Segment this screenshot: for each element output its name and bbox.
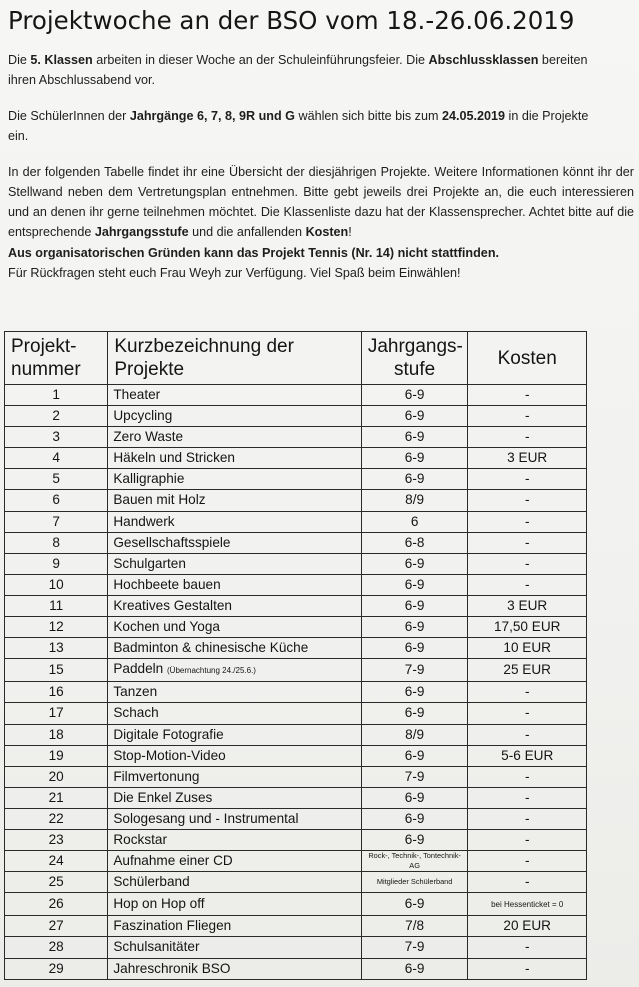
table-row: [5, 851, 587, 872]
project-name: Digitale Fotografie: [113, 726, 224, 742]
cell-kosten: -: [468, 829, 587, 850]
cell-kosten: -: [468, 808, 587, 829]
cell-projektnummer: 6: [5, 490, 108, 511]
project-name: Kochen und Yoga: [113, 619, 220, 635]
cell-kosten: -: [468, 851, 587, 872]
table-row: [5, 724, 587, 745]
cell-jahrgangsstufe: 6-9: [361, 427, 468, 448]
intro-text: In der folgenden Tabelle findet ihr eine Übersicht der diesjährigen Projekte. Weitere Informationen könnt ihr der Stellwand neben dem Vertretungsplan entnehmen. Bitte gebt jeweils drei Projekte an, die euch interessieren und an denen ihr gerne teilnehmen möchtet. Die Klassenliste dazu hat der Klassensprecher. Achtet bitte auf die entsprechende: [8, 165, 634, 239]
table-row: [5, 574, 587, 595]
cell-jahrgangsstufe: 6-9: [361, 617, 468, 638]
cell-projektnummer: 27: [5, 916, 108, 937]
project-name: Filmvertonung: [113, 768, 200, 784]
cell-kosten: -: [468, 532, 587, 553]
cell-jahrgangsstufe: 7-9: [361, 659, 468, 682]
cell-kosten: -: [468, 766, 587, 787]
cell-projektnummer: 25: [5, 872, 108, 893]
cell-kosten: 25 EUR: [468, 659, 587, 682]
cell-kosten: -: [468, 490, 587, 511]
table-row: [5, 872, 587, 893]
cell-projektnummer: 2: [5, 406, 108, 427]
kosten-note: bei Hessenticket = 0: [491, 900, 564, 910]
cell-kurzbezeichnung: [108, 638, 361, 659]
cell-kosten: 3 EUR: [468, 448, 587, 469]
project-name: Faszination Fliegen: [113, 918, 232, 934]
cell-jahrgangsstufe: 6-9: [361, 958, 468, 979]
cell-kurzbezeichnung: [108, 490, 361, 511]
table-row: [5, 490, 587, 511]
project-note: (Übernachtung 24./25.6.): [167, 666, 256, 676]
stufe-note: Rock-, Technik-, Tontechnik- AG: [368, 851, 461, 871]
contact-note: Für Rückfragen steht euch Frau Weyh zur Verfügung. Viel Spaß beim Einwählen!: [8, 266, 461, 280]
project-name: Handwerk: [113, 513, 175, 529]
cell-jahrgangsstufe: [361, 872, 468, 893]
project-name: Aufnahme einer CD: [113, 853, 233, 869]
cell-projektnummer: 18: [5, 724, 108, 745]
cell-jahrgangsstufe: 8/9: [361, 724, 468, 745]
cell-kurzbezeichnung: [108, 958, 361, 979]
intro-text: wählen sich bitte bis zum: [294, 109, 442, 123]
project-name: Hochbeete bauen: [113, 576, 221, 592]
cell-projektnummer: 16: [5, 682, 108, 703]
cell-projektnummer: 5: [5, 469, 108, 490]
cell-kurzbezeichnung: [108, 406, 361, 427]
table-header-row: [5, 332, 587, 385]
table-row: [5, 829, 587, 850]
cell-projektnummer: 10: [5, 574, 108, 595]
cell-projektnummer: 20: [5, 766, 108, 787]
table-row: [5, 766, 587, 787]
table-row: [5, 958, 587, 979]
cell-kurzbezeichnung: [108, 553, 361, 574]
projects-table: [4, 331, 587, 980]
cell-projektnummer: 7: [5, 511, 108, 532]
cell-jahrgangsstufe: 6-8: [361, 532, 468, 553]
cell-kurzbezeichnung: [108, 766, 361, 787]
cell-kosten: -: [468, 958, 587, 979]
table-row: [5, 511, 587, 532]
table-row: [5, 682, 587, 703]
cell-kosten: 3 EUR: [468, 595, 587, 616]
cell-kosten: -: [468, 724, 587, 745]
cell-kurzbezeichnung: [108, 829, 361, 850]
cell-projektnummer: 19: [5, 745, 108, 766]
project-name: Upcycling: [113, 408, 173, 424]
cell-projektnummer: 29: [5, 958, 108, 979]
cell-kosten: -: [468, 682, 587, 703]
cell-kosten: -: [468, 787, 587, 808]
cell-kurzbezeichnung: [108, 916, 361, 937]
project-name: Kalligraphie: [113, 471, 185, 487]
cell-kurzbezeichnung: [108, 724, 361, 745]
table-row: [5, 745, 587, 766]
project-name: Rockstar: [113, 831, 167, 847]
cell-jahrgangsstufe: 6-9: [361, 406, 468, 427]
project-name: Schülerband: [113, 874, 190, 890]
project-name: Sologesang und - Instrumental: [113, 810, 299, 826]
intro-bold: Kosten: [305, 225, 349, 239]
table-row: [5, 406, 587, 427]
cell-jahrgangsstufe: 6-9: [361, 745, 468, 766]
intro-text: in die Projekte ein.: [8, 109, 589, 143]
cell-projektnummer: 24: [5, 851, 108, 872]
cell-kurzbezeichnung: [108, 682, 361, 703]
cell-jahrgangsstufe: 6-9: [361, 385, 468, 406]
project-name: Kreatives Gestalten: [113, 597, 232, 613]
project-name: Gesellschaftsspiele: [113, 534, 231, 550]
cell-kurzbezeichnung: [108, 617, 361, 638]
table-row: [5, 787, 587, 808]
cell-kosten: -: [468, 406, 587, 427]
intro-text: und die anfallenden: [188, 225, 306, 239]
cell-jahrgangsstufe: 6-9: [361, 808, 468, 829]
cell-kurzbezeichnung: [108, 851, 361, 872]
cell-jahrgangsstufe: 6-9: [361, 787, 468, 808]
cell-kurzbezeichnung: [108, 893, 361, 916]
project-name: Theater: [113, 387, 161, 402]
cell-kosten: -: [468, 574, 587, 595]
project-name: Paddeln: [113, 661, 164, 677]
cell-kosten: -: [468, 703, 587, 724]
cell-jahrgangsstufe: 7/8: [361, 916, 468, 937]
cell-jahrgangsstufe: 6-9: [361, 448, 468, 469]
intro-paragraph-2: [8, 106, 608, 146]
project-name: Badminton & chinesische Küche: [113, 640, 309, 656]
project-name: Jahreschronik BSO: [113, 960, 231, 976]
cell-projektnummer: 11: [5, 595, 108, 616]
cell-projektnummer: 21: [5, 787, 108, 808]
cell-jahrgangsstufe: 6-9: [361, 829, 468, 850]
cell-projektnummer: 9: [5, 553, 108, 574]
project-name: Schulsanitäter: [113, 939, 200, 955]
header-kosten: Kosten: [468, 332, 587, 385]
project-name: Hop on Hop off: [113, 896, 205, 912]
intro-text: Die SchülerInnen der: [8, 109, 130, 123]
cell-kurzbezeichnung: [108, 385, 361, 406]
cell-jahrgangsstufe: 8/9: [361, 490, 468, 511]
table-row: [5, 553, 587, 574]
intro-paragraph-3: [8, 162, 634, 242]
intro-bold: 24.05.2019: [441, 109, 506, 123]
cell-projektnummer: 4: [5, 448, 108, 469]
cell-kosten: 20 EUR: [468, 916, 587, 937]
cell-kosten: 10 EUR: [468, 638, 587, 659]
project-name: Bauen mit Holz: [113, 492, 206, 508]
cell-kurzbezeichnung: [108, 448, 361, 469]
cell-jahrgangsstufe: 6-9: [361, 638, 468, 659]
header-projektnummer: Projekt- nummer: [5, 332, 108, 385]
intro-text: bereiten ihren Abschlussabend vor.: [8, 53, 588, 87]
cell-kurzbezeichnung: [108, 872, 361, 893]
table-row: [5, 638, 587, 659]
cell-kosten: -: [468, 469, 587, 490]
header-jahrgangsstufe: Jahrgangs- stufe: [361, 332, 468, 385]
cell-kurzbezeichnung: [108, 745, 361, 766]
cell-kurzbezeichnung: [108, 427, 361, 448]
cell-jahrgangsstufe: 6: [361, 511, 468, 532]
stufe-note: Mitglieder Schülerband: [376, 877, 453, 887]
table-row: [5, 703, 587, 724]
table-row: [5, 532, 587, 553]
intro-bold: Jahrgangsstufe: [94, 225, 189, 239]
table-row: [5, 385, 587, 406]
cell-jahrgangsstufe: 6-9: [361, 574, 468, 595]
cell-kosten: -: [468, 385, 587, 406]
project-name: Zero Waste: [113, 429, 184, 445]
table-row: [5, 469, 587, 490]
cell-projektnummer: 12: [5, 617, 108, 638]
cell-projektnummer: 13: [5, 638, 108, 659]
cell-kosten: 5-6 EUR: [468, 745, 587, 766]
table-row: [5, 427, 587, 448]
cell-projektnummer: 17: [5, 703, 108, 724]
cell-projektnummer: 3: [5, 427, 108, 448]
project-name: Die Enkel Zuses: [113, 789, 213, 805]
cell-jahrgangsstufe: 7-9: [361, 766, 468, 787]
table-row: [5, 893, 587, 916]
cell-jahrgangsstufe: 6-9: [361, 703, 468, 724]
cell-kurzbezeichnung: [108, 511, 361, 532]
intro-paragraph-1: [8, 50, 608, 90]
cell-kurzbezeichnung: [108, 595, 361, 616]
cell-kosten: -: [468, 937, 587, 958]
intro-bold: Abschlussklassen: [428, 53, 539, 67]
cell-projektnummer: 23: [5, 829, 108, 850]
table-row: [5, 916, 587, 937]
table-row: [5, 659, 587, 682]
cell-projektnummer: 1: [5, 385, 108, 406]
project-name: Tanzen: [113, 684, 158, 700]
table-row: [5, 937, 587, 958]
cell-kosten: 17,50 EUR: [468, 617, 587, 638]
intro-text: arbeiten in dieser Woche an der Schuleinführungsfeier. Die: [92, 53, 429, 67]
cell-jahrgangsstufe: [361, 851, 468, 872]
cell-jahrgangsstufe: 6-9: [361, 893, 468, 916]
cell-kurzbezeichnung: [108, 574, 361, 595]
project-name: Schach: [113, 705, 159, 721]
cell-kosten: -: [468, 511, 587, 532]
cell-kurzbezeichnung: [108, 787, 361, 808]
cell-jahrgangsstufe: 6-9: [361, 595, 468, 616]
cell-kurzbezeichnung: [108, 532, 361, 553]
table-row: [5, 617, 587, 638]
tennis-notice: Aus organisatorischen Gründen kann das Projekt Tennis (Nr. 14) nicht stattfinden.: [8, 246, 500, 260]
cell-jahrgangsstufe: 6-9: [361, 469, 468, 490]
intro-text: !: [348, 225, 352, 239]
project-name: Stop-Motion-Video: [113, 747, 226, 763]
cell-projektnummer: 8: [5, 532, 108, 553]
project-name: Schulgarten: [113, 555, 186, 571]
cell-kosten: [468, 893, 587, 916]
header-kurzbezeichnung: Kurzbezeichnung der Projekte: [108, 332, 361, 385]
table-row: [5, 448, 587, 469]
intro-text: Die: [8, 53, 31, 67]
cell-kurzbezeichnung: [108, 703, 361, 724]
cell-kurzbezeichnung: [108, 659, 361, 682]
project-name: Häkeln und Stricken: [113, 450, 235, 466]
cell-jahrgangsstufe: 6-9: [361, 682, 468, 703]
table-row: [5, 595, 587, 616]
cell-kurzbezeichnung: [108, 808, 361, 829]
cell-projektnummer: 26: [5, 893, 108, 916]
cell-kurzbezeichnung: [108, 937, 361, 958]
intro-bold: 5. Klassen: [30, 53, 93, 67]
cell-projektnummer: 15: [5, 659, 108, 682]
table-row: [5, 808, 587, 829]
cell-kosten: -: [468, 427, 587, 448]
cell-kosten: -: [468, 872, 587, 893]
cell-jahrgangsstufe: 7-9: [361, 937, 468, 958]
intro-bold: Jahrgänge 6, 7, 8, 9R und G: [129, 109, 295, 123]
cell-kurzbezeichnung: [108, 469, 361, 490]
cell-jahrgangsstufe: 6-9: [361, 553, 468, 574]
cell-projektnummer: 28: [5, 937, 108, 958]
page-title: Projektwoche an der BSO vom 18.-26.06.2019: [8, 6, 575, 35]
cell-projektnummer: 22: [5, 808, 108, 829]
cell-kosten: -: [468, 553, 587, 574]
